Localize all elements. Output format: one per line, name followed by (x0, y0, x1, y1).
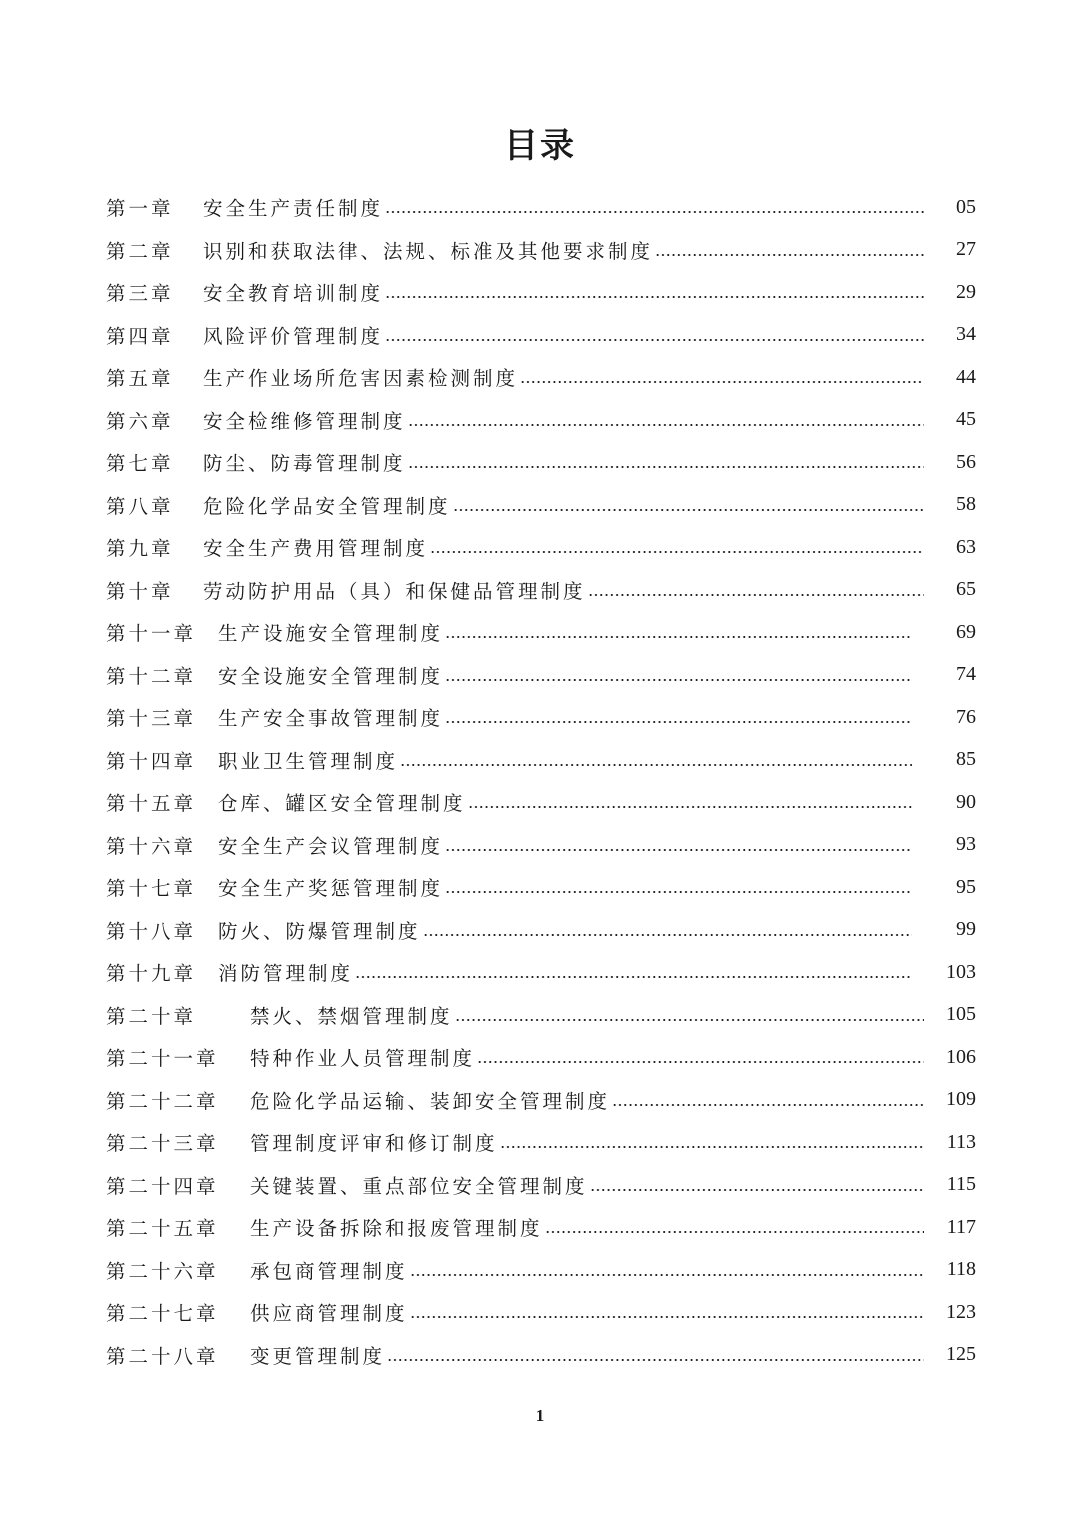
toc-entry (106, 739, 976, 782)
chapter-page: 90 (956, 790, 976, 813)
chapter-number: 第二十章 (106, 1004, 197, 1028)
dot-leader (408, 466, 924, 468)
chapter-title: 消防管理制度 (218, 962, 354, 986)
dot-leader (408, 424, 924, 426)
dot-leader (612, 1104, 924, 1106)
chapter-title: 识别和获取法律、法规、标准及其他要求制度 (203, 239, 654, 263)
toc-entry (106, 824, 976, 867)
chapter-page: 34 (956, 323, 976, 346)
chapter-number: 第十六章 (106, 834, 197, 858)
chapter-title: 生产设施安全管理制度 (218, 622, 444, 646)
chapter-page: 118 (946, 1258, 976, 1281)
chapter-page: 74 (956, 663, 976, 686)
dot-leader (387, 1359, 924, 1361)
chapter-number: 第二十七章 (106, 1302, 219, 1326)
table-of-contents (106, 186, 976, 1376)
chapter-number: 第十一章 (106, 622, 197, 646)
chapter-page: 58 (956, 493, 976, 516)
chapter-page: 105 (946, 1003, 976, 1026)
chapter-title: 仓库、罐区安全管理制度 (218, 792, 466, 816)
toc-entry (106, 484, 976, 527)
chapter-page: 27 (956, 238, 976, 261)
chapter-number: 第七章 (106, 452, 174, 476)
dot-leader (520, 381, 924, 383)
chapter-page: 85 (956, 748, 976, 771)
chapter-page: 106 (946, 1045, 976, 1068)
toc-entry (106, 1291, 976, 1334)
toc-entry (106, 314, 976, 357)
chapter-title: 安全生产会议管理制度 (218, 834, 444, 858)
dot-leader (453, 509, 924, 511)
chapter-number: 第十七章 (106, 877, 197, 901)
toc-entry (106, 569, 976, 612)
dot-leader (385, 339, 924, 341)
chapter-title: 危险化学品安全管理制度 (203, 494, 451, 518)
chapter-page: 109 (946, 1088, 976, 1111)
chapter-page: 99 (956, 918, 976, 941)
chapter-title: 危险化学品运输、装卸安全管理制度 (250, 1089, 611, 1113)
dot-leader (477, 1061, 924, 1063)
chapter-number: 第八章 (106, 494, 174, 518)
chapter-number: 第二十三章 (106, 1132, 219, 1156)
dot-leader (655, 254, 924, 256)
chapter-page: 123 (946, 1300, 976, 1323)
chapter-title: 特种作业人员管理制度 (250, 1047, 476, 1071)
toc-entry (106, 866, 976, 909)
chapter-page: 113 (946, 1130, 976, 1153)
chapter-title: 禁火、禁烟管理制度 (250, 1004, 453, 1028)
chapter-number: 第十章 (106, 579, 174, 603)
toc-entry (106, 696, 976, 739)
toc-entry (106, 654, 976, 697)
toc-entry (106, 271, 976, 314)
dot-leader (410, 1274, 924, 1276)
dot-leader (445, 636, 912, 638)
dot-leader (468, 806, 912, 808)
dot-leader (355, 976, 912, 978)
dot-leader (385, 211, 924, 213)
chapter-page: 56 (956, 450, 976, 473)
chapter-title: 安全教育培训制度 (203, 282, 384, 306)
dot-leader (445, 891, 912, 893)
chapter-number: 第十九章 (106, 962, 197, 986)
dot-leader (445, 679, 912, 681)
chapter-number: 第十四章 (106, 749, 197, 773)
page-number: 1 (535, 1406, 545, 1425)
dot-leader (400, 764, 912, 766)
toc-entry (106, 781, 976, 824)
toc-entry (106, 399, 976, 442)
chapter-page: 44 (956, 365, 976, 388)
dot-leader (430, 551, 924, 553)
chapter-number: 第四章 (106, 324, 174, 348)
chapter-number: 第三章 (106, 282, 174, 306)
chapter-title: 安全生产责任制度 (203, 197, 384, 221)
toc-entry (106, 356, 976, 399)
toc-entry (106, 994, 976, 1037)
chapter-number: 第五章 (106, 367, 174, 391)
chapter-number: 第二十五章 (106, 1217, 219, 1241)
chapter-page: 05 (956, 195, 976, 218)
chapter-page: 103 (946, 960, 976, 983)
toc-entry (106, 1206, 976, 1249)
toc-entry (106, 1334, 976, 1377)
chapter-page: 29 (956, 280, 976, 303)
toc-entry (106, 951, 976, 994)
chapter-number: 第十二章 (106, 664, 197, 688)
chapter-title: 职业卫生管理制度 (218, 749, 399, 773)
chapter-number: 第二十八章 (106, 1344, 219, 1368)
chapter-page: 93 (956, 833, 976, 856)
chapter-number: 第二十一章 (106, 1047, 219, 1071)
toc-entry (106, 1121, 976, 1164)
dot-leader (445, 721, 912, 723)
chapter-title: 生产设备拆除和报废管理制度 (250, 1217, 543, 1241)
chapter-title: 安全检维修管理制度 (203, 409, 406, 433)
chapter-page: 76 (956, 705, 976, 728)
toc-entry (106, 611, 976, 654)
chapter-page: 115 (946, 1173, 976, 1196)
dot-leader (385, 296, 924, 298)
dot-leader (588, 594, 924, 596)
chapter-title: 承包商管理制度 (250, 1259, 408, 1283)
chapter-number: 第十八章 (106, 919, 197, 943)
chapter-title: 生产作业场所危害因素检测制度 (203, 367, 519, 391)
toc-entry (106, 1036, 976, 1079)
chapter-number: 第九章 (106, 537, 174, 561)
chapter-page: 117 (946, 1215, 976, 1238)
chapter-title: 防尘、防毒管理制度 (203, 452, 406, 476)
chapter-number: 第二章 (106, 239, 174, 263)
chapter-title: 供应商管理制度 (250, 1302, 408, 1326)
chapter-title: 生产安全事故管理制度 (218, 707, 444, 731)
chapter-title: 风险评价管理制度 (203, 324, 384, 348)
chapter-page: 125 (946, 1343, 976, 1366)
chapter-number: 第二十六章 (106, 1259, 219, 1283)
chapter-page: 95 (956, 875, 976, 898)
toc-entry (106, 909, 976, 952)
page-title: 目录 (504, 126, 576, 166)
chapter-page: 65 (956, 578, 976, 601)
dot-leader (590, 1189, 924, 1191)
chapter-title: 变更管理制度 (250, 1344, 386, 1368)
toc-entry (106, 1079, 976, 1122)
chapter-page: 63 (956, 535, 976, 558)
dot-leader (410, 1316, 924, 1318)
chapter-title: 防火、防爆管理制度 (218, 919, 421, 943)
chapter-number: 第一章 (106, 197, 174, 221)
chapter-title: 安全生产费用管理制度 (203, 537, 429, 561)
toc-entry (106, 441, 976, 484)
chapter-title: 管理制度评审和修订制度 (250, 1132, 498, 1156)
dot-leader (423, 934, 912, 936)
chapter-number: 第二十四章 (106, 1174, 219, 1198)
toc-entry (106, 229, 976, 272)
toc-entry (106, 526, 976, 569)
dot-leader (545, 1231, 924, 1233)
chapter-title: 劳动防护用品（具）和保健品管理制度 (203, 579, 586, 603)
chapter-number: 第十三章 (106, 707, 197, 731)
toc-entry (106, 1249, 976, 1292)
chapter-number: 第六章 (106, 409, 174, 433)
dot-leader (500, 1146, 924, 1148)
chapter-number: 第十五章 (106, 792, 197, 816)
dot-leader (455, 1019, 924, 1021)
chapter-page: 45 (956, 408, 976, 431)
chapter-number: 第二十二章 (106, 1089, 219, 1113)
toc-entry (106, 1164, 976, 1207)
toc-entry (106, 186, 976, 229)
chapter-page: 69 (956, 620, 976, 643)
chapter-title: 安全生产奖惩管理制度 (218, 877, 444, 901)
chapter-title: 关键装置、重点部位安全管理制度 (250, 1174, 588, 1198)
dot-leader (445, 849, 912, 851)
chapter-title: 安全设施安全管理制度 (218, 664, 444, 688)
